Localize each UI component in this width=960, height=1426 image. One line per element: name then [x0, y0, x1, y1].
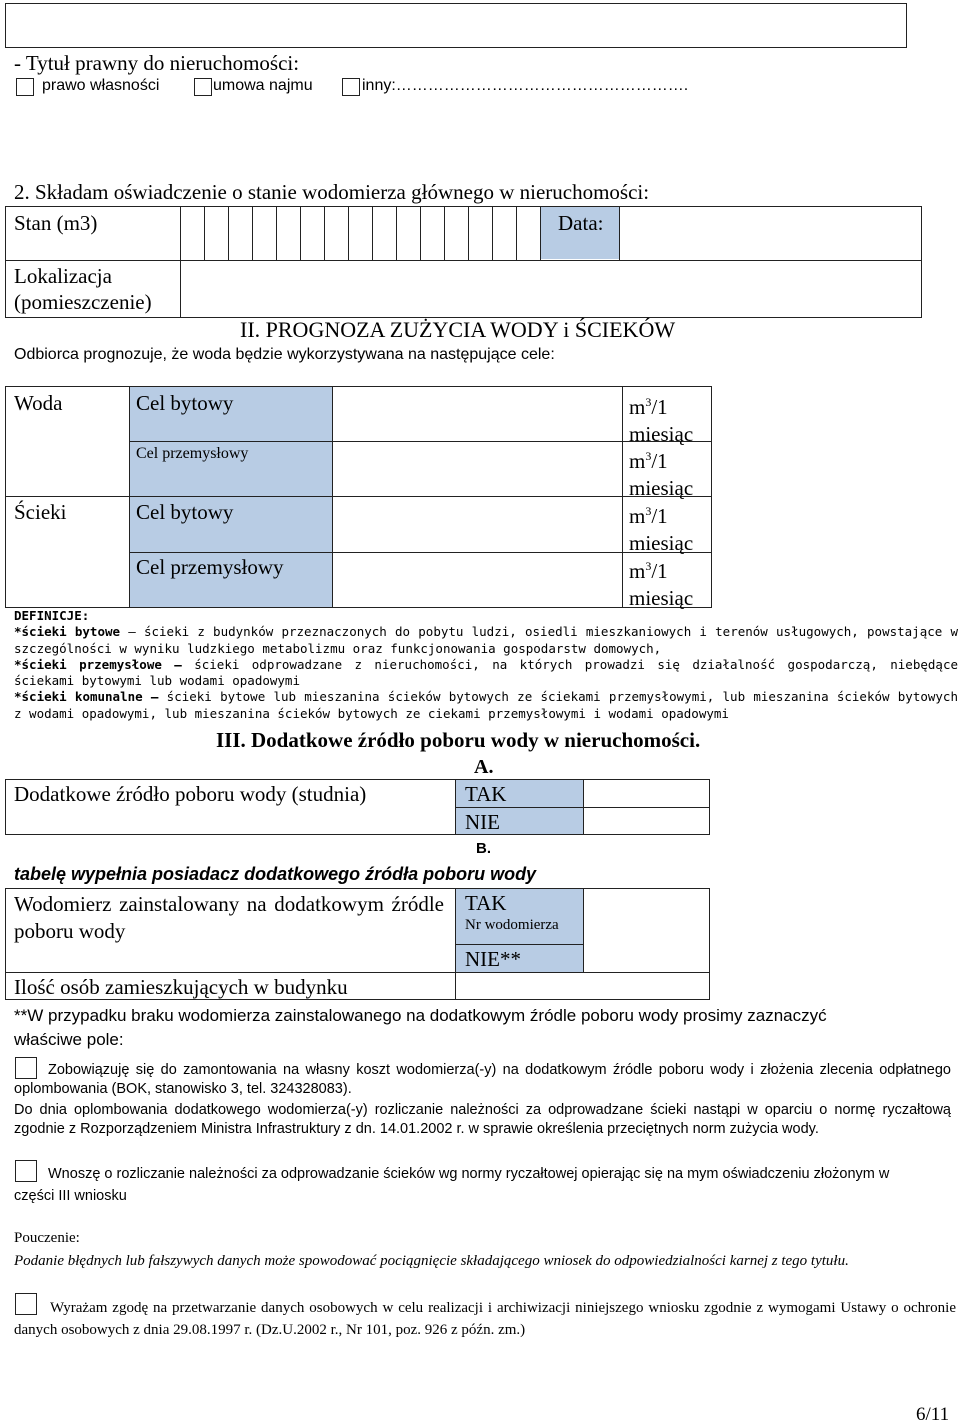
b-heading: tabelę wypełnia posiadacz dodatkowego źródła poboru wody — [14, 864, 537, 884]
data-label: Data: — [558, 211, 604, 235]
option1-text: Zobowiązuję się do zamontowania na własny koszt wodomierza(-y) na dodatkowym źródle poboru wody i złożenia zlecenia odpłatnego oplombowania (BOK, stanowisko 3, tel. 324328083). — [14, 1062, 951, 1097]
source-tak: TAK — [465, 782, 507, 806]
value-input-4[interactable] — [334, 554, 620, 606]
definition-1: *ścieki bytowe – ścieki z budynków przeznaczonych do pobytu ludzi, osiedli mieszkaniowych i terenów usługowych, powstające w szczególności w wyniku ludzkiego metabolizmu oraz funkcjonowania gospodarstw domowych, — [14, 624, 959, 656]
sectionIII-heading: III. Dodatkowe źródło poboru wody w nieruchomości. — [216, 728, 701, 752]
page-number: 6/11 — [916, 1404, 950, 1425]
lokalizacja-label-1: Lokalizacja — [14, 264, 112, 288]
checkbox-lease[interactable] — [194, 78, 212, 96]
persons-input[interactable] — [457, 974, 708, 998]
purpose-3: Cel bytowy — [136, 500, 234, 524]
sub-b: B. — [476, 840, 491, 857]
purpose-4: Cel przemysłowy — [136, 555, 284, 579]
lokalizacja-label-2: (pomieszczenie) — [14, 290, 152, 314]
option-lease-label: umowa najmu — [213, 77, 313, 94]
value-input-1[interactable] — [334, 388, 620, 440]
group-scieki: Ścieki — [14, 500, 67, 524]
option-ownership-label: prawo własności — [42, 77, 160, 94]
sectionII-heading: II. PROGNOZA ZUŻYCIA WODY i ŚCIEKÓW — [240, 317, 676, 342]
definition-3: *ścieki komunalne – ścieki bytowe lub mieszanina ścieków bytowych ze ściekami przemysłowymi, lub mieszanina ścieków bytowych z wodami opadowymi, lub mieszanina ścieków bytowych ze ciekami przemysłowymi i wodami opadowymi — [14, 689, 958, 721]
purpose-1: Cel bytowy — [136, 391, 234, 415]
persons-label: Ilość osób zamieszkujących w budynku — [14, 975, 348, 999]
definitions-heading: DEFINICJE: — [14, 608, 90, 623]
unit-3: $m^3/1$ miesiąc — [629, 504, 694, 555]
pouczenie-text: Podanie błędnych lub fałszywych danych może spowodować pociągnięcie składającego wniosek do odpowiedzialności karnej z tego tytułu. — [14, 1253, 849, 1269]
source-nie: NIE — [465, 810, 500, 834]
checkbox-ownership[interactable] — [16, 78, 34, 96]
sectionII-intro: Odbiorca prognozuje, że woda będzie wykorzystywana na następujące cele: — [14, 346, 555, 363]
definitions — [14, 608, 958, 722]
meter-label: Wodomierz zainstalowany na dodatkowym źródle poboru wody — [14, 892, 444, 943]
definition-2: *ścieki przemysłowe – ścieki odprowadzane z nieruchomości, na których prowadzi się działalność gospodarczą, niebędące ściekami bytowymi lub wodami opadowymi — [14, 656, 958, 689]
option2-text: Wnoszę o rozliczanie należności za odprowadzanie ścieków wg normy ryczałtowej opierając się na mym oświadczeniu złożonym w części III wniosku — [14, 1166, 890, 1204]
meter-nie: NIE** — [465, 947, 521, 971]
unit-4: $m^3/1$ miesiąc — [629, 559, 694, 610]
meter-nr: Nr wodomierza — [465, 917, 559, 933]
notes-intro: **W przypadku braku wodomierza zainstalowanego na dodatkowym źródle poboru wody prosimy zaznaczyć właściwe pole: — [14, 1006, 827, 1049]
consent-text: Wyrażam zgodę na przetwarzanie danych osobowych w celu realizacji i archiwizacji niniejszego wniosku zgodnie z wymogami Ustawy o ochronie danych osobowych z dnia 29.08.1997 r. (Dz.U.2002 r., Nr 101, poz. 926 z późn. zm.) — [14, 1300, 956, 1338]
meter-number-input[interactable] — [586, 890, 708, 970]
sub-a: A. — [474, 756, 494, 778]
stan-label: Stan (m3) — [14, 211, 98, 235]
unit-2: $m^3/1$ miesiąc — [629, 449, 694, 500]
top-empty-field[interactable] — [5, 3, 907, 48]
section2-heading: 2. Składam oświadczenie o stanie wodomierza głównego w nieruchomości: — [14, 180, 650, 204]
value-input-3[interactable] — [334, 498, 620, 550]
source-label: Dodatkowe źródło poboru wody (studnia) — [14, 782, 367, 806]
value-input-2[interactable] — [334, 443, 620, 495]
source-tak-input[interactable] — [586, 781, 708, 806]
unit-1: $m^3/1$ miesiąc — [629, 395, 694, 446]
checkbox-other[interactable] — [342, 78, 360, 96]
option-other-label: inny:………………………………………………. — [362, 77, 689, 94]
meter-tak: TAK — [465, 891, 507, 915]
group-woda: Woda — [14, 391, 63, 415]
title-right-label: - Tytuł prawny do nieruchomości: — [14, 51, 300, 75]
source-nie-input[interactable] — [586, 809, 708, 834]
option1-more-text: Do dnia oplombowania dodatkowego wodomierza(-y) rozliczanie należności za odprowadzane ścieki nastąpi w oparciu o normę ryczałtową zgodnie z Rozporządzeniem Ministra Infrastruktury z dn. 14.01.2002 r. w sprawie określenia przeciętnych norm zużycia wody. — [14, 1102, 951, 1137]
pouczenie-label: Pouczenie: — [14, 1230, 80, 1246]
purpose-2: Cel przemysłowy — [136, 445, 249, 462]
